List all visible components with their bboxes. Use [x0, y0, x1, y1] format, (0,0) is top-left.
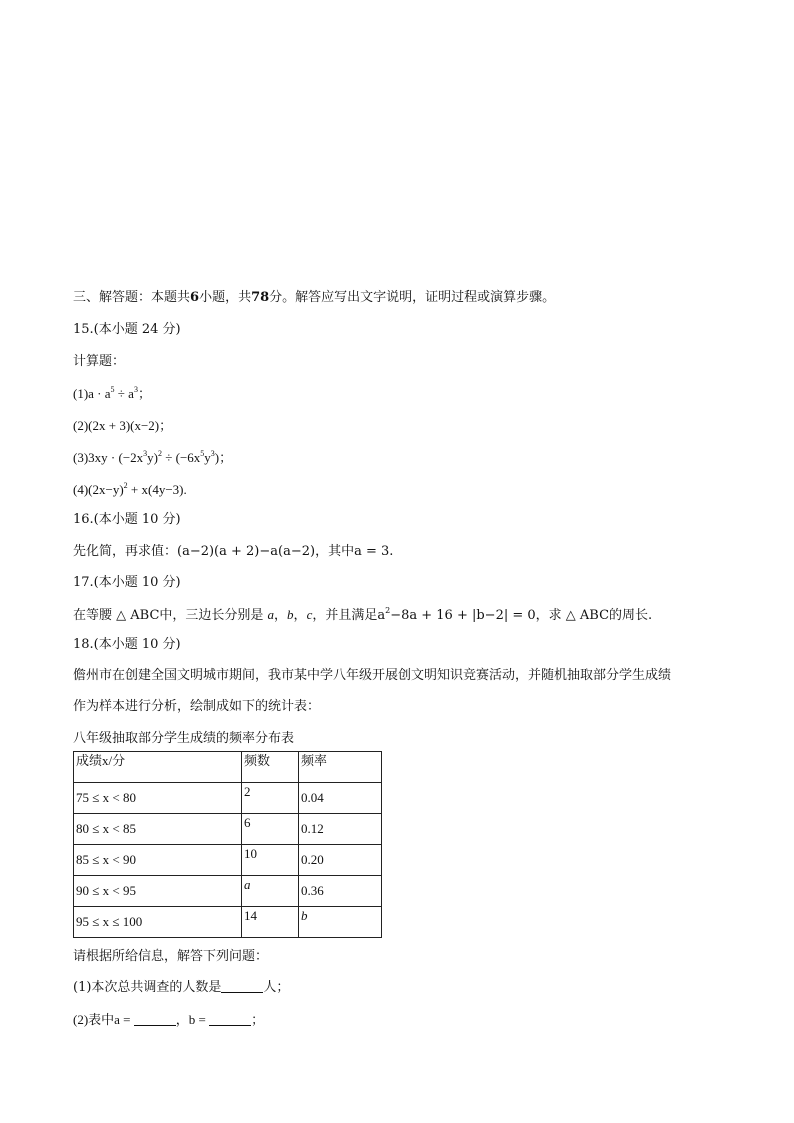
q15-p3-text: (3)3xy · (−2x [73, 450, 144, 465]
cell-range: 95 ≤ x ≤ 100 [74, 907, 242, 938]
q15-p3-text: )； [214, 450, 233, 465]
section-heading-text-3: 分。解答应写出文字说明，证明过程或演算步骤。 [269, 290, 556, 305]
header-cell-score: 成绩x/分 [74, 752, 242, 783]
table-row [74, 814, 382, 845]
cell-count: a [242, 876, 299, 907]
cell-rate: 0.36 [299, 876, 382, 907]
answer-blank[interactable] [221, 980, 263, 993]
separator: ， [293, 608, 307, 623]
variable-c: c [306, 607, 313, 622]
q18-sub2-text: ； [251, 1012, 265, 1027]
header-cell-rate: 频率 [299, 752, 382, 783]
question-count: 6 [190, 290, 200, 305]
q15-part-2: (2)(2x + 3)(x−2)； [73, 418, 173, 433]
q15-p1-text: ÷ a [114, 386, 134, 401]
q15-part-1 [73, 386, 151, 402]
q15-intro: 计算题： [73, 354, 126, 369]
answer-blank-a[interactable] [134, 1013, 176, 1026]
variable-b: b [287, 607, 294, 622]
q15-p1-text: (1)a · a [73, 386, 111, 401]
q17-text-part: ，并且满足a [312, 608, 386, 623]
q18-paragraph-line-2: 作为样本进行分析，绘制成如下的统计表： [73, 699, 321, 714]
table-row [74, 783, 382, 814]
q15-p3-text: y) [147, 450, 158, 465]
q17-text [73, 607, 652, 624]
cell-count: 2 [242, 783, 299, 814]
q18-sub1-text: (1)本次总共调查的人数是 [73, 980, 222, 995]
cell-rate: 0.04 [299, 783, 382, 814]
table-title: 八年级抽取部分学生成绩的频率分布表 [73, 731, 295, 746]
q15-p3-text: y [204, 450, 211, 465]
q18-prompt: 请根据所给信息，解答下列问题： [73, 949, 269, 964]
cell-rate: b [299, 907, 382, 938]
exponent: 2 [123, 481, 128, 490]
q17-text-part: 在等腰 △ ABC中，三边长分别是 [73, 608, 268, 623]
q16-text: 先化简，再求值：(a−2)(a + 2)−a(a−2)，其中a = 3. [73, 544, 394, 559]
cell-range: 90 ≤ x < 95 [74, 876, 242, 907]
cell-count: 10 [242, 845, 299, 876]
frequency-table [73, 751, 382, 938]
q15-p1-text: ； [137, 386, 151, 401]
variable-a: a [267, 607, 275, 622]
header-cell-frequency: 频数 [242, 752, 299, 783]
total-points: 78 [251, 290, 270, 305]
exponent: 3 [143, 449, 148, 458]
table-row [74, 907, 382, 938]
q18-paragraph-line-1: 儋州市在创建全国文明城市期间，我市某中学八年级开展创文明知识竞赛活动，并随机抽取部分学生成绩 [73, 668, 672, 683]
table-row [74, 845, 382, 876]
cell-rate: 0.20 [299, 845, 382, 876]
cell-count: 14 [242, 907, 299, 938]
exponent: 2 [385, 606, 391, 615]
q18-sub2-text: ，b = [175, 1012, 210, 1027]
cell-rate: 0.12 [299, 814, 382, 845]
q18-sub1-text: 人； [263, 980, 290, 995]
section-heading-text-1: 三、解答题：本题共 [73, 290, 191, 305]
exponent: 5 [200, 449, 205, 458]
q15-p3-text: ÷ (−6x [162, 450, 201, 465]
exponent: 2 [158, 449, 162, 458]
q17-header: 17.(本小题 10 分) [73, 575, 181, 590]
q15-p4-text: + x(4y−3). [127, 482, 187, 497]
cell-count: 6 [242, 814, 299, 845]
q15-p4-text: (4)(2x−y) [73, 482, 124, 497]
q16-header: 16.(本小题 10 分) [73, 512, 181, 527]
section-heading [73, 290, 555, 306]
table-header-row [74, 752, 382, 783]
table-row [74, 876, 382, 907]
q18-sub-2 [73, 1012, 264, 1028]
exponent: 5 [110, 385, 115, 394]
q18-sub-1 [73, 980, 289, 996]
answer-blank-b[interactable] [209, 1013, 251, 1026]
section-heading-text-2: 小题，共 [199, 290, 252, 305]
cell-range: 85 ≤ x < 90 [74, 845, 242, 876]
cell-range: 75 ≤ x < 80 [74, 783, 242, 814]
q15-header: 15.(本小题 24 分) [73, 322, 181, 337]
q17-text-part: −8a + 16 + |b−2| = 0，求 △ ABC的周长. [390, 608, 653, 623]
separator: ， [274, 608, 288, 623]
q18-header: 18.(本小题 10 分) [73, 637, 181, 652]
q15-part-3 [73, 450, 232, 466]
exponent: 3 [210, 449, 215, 458]
cell-range: 80 ≤ x < 85 [74, 814, 242, 845]
exponent: 3 [133, 385, 138, 394]
q15-part-4 [73, 482, 187, 498]
q18-sub2-text: (2)表中a = [73, 1012, 134, 1027]
